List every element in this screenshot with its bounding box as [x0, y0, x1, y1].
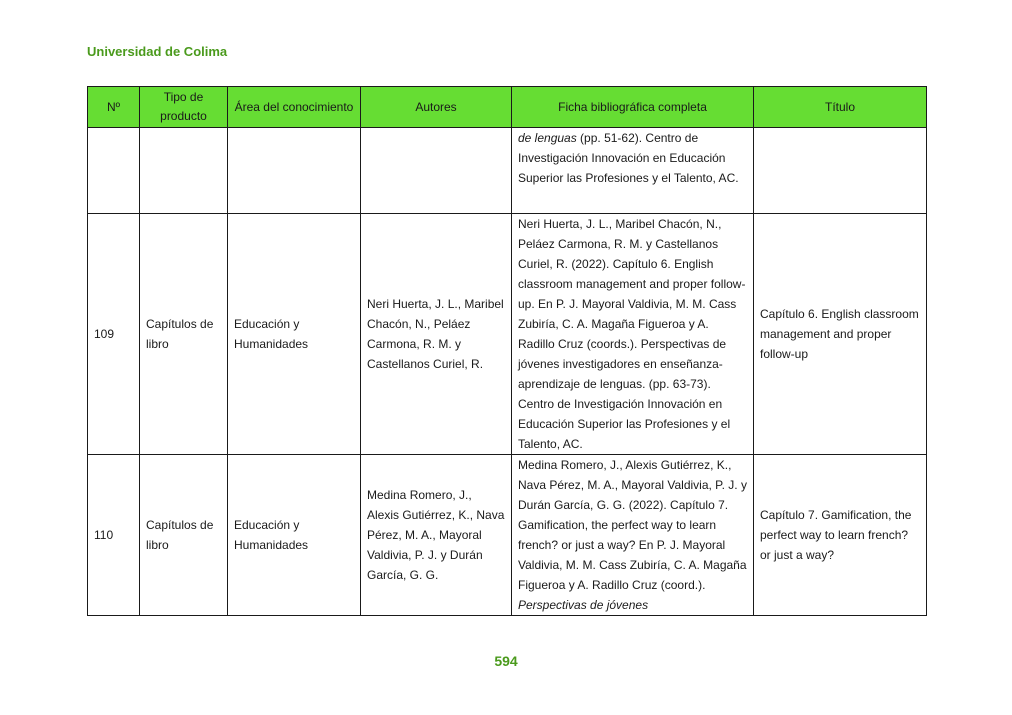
column-header-ficha: Ficha bibliográfica completa	[512, 87, 754, 128]
table-row	[88, 455, 927, 616]
cell-num: 110	[88, 455, 140, 616]
table-row	[88, 128, 927, 214]
table-row	[88, 214, 927, 455]
cell-titulo: Capítulo 6. English classroom management and proper follow-up	[754, 214, 927, 455]
cell-area: Educación y Humanidades	[228, 455, 361, 616]
column-header-tipo: Tipo de producto	[140, 87, 228, 128]
institution-title: Universidad de Colima	[87, 44, 228, 59]
cell-tipo: Capítulos de libro	[140, 214, 228, 455]
cell-ficha: Neri Huerta, J. L., Maribel Chacón, N., Peláez Carmona, R. M. y Castellanos Curiel, R. (2022). Capítulo 6. English classroom management and proper follow-up. En P. J. Mayoral Valdivia, M. M. Cass Zubiría, C. A. Magaña Figueroa y A. Radillo Cruz (coords.). Perspectivas de jóvenes investigadores en enseñanza-aprendizaje de lenguas. (pp. 63-73). Centro de Investigación Innovación en Educación Superior las Profesiones y el Talento, AC.	[512, 214, 754, 455]
ficha-text: Medina Romero, J., Alexis Gutiérrez, K., Nava Pérez, M. A., Mayoral Valdivia, P. J. y Durán García, G. G. (2022). Capítulo 7. Gamification, the perfect way to learn french? or just a way? En P. J. Mayoral Valdivia, M. M. Cass Zubiría, C. A. Magaña Figueroa y A. Radillo Cruz (coord.).	[518, 458, 747, 592]
column-header-autores: Autores	[361, 87, 512, 128]
bibliography-table	[87, 86, 927, 616]
table-header-row	[88, 87, 927, 128]
column-header-titulo: Título	[754, 87, 927, 128]
cell-tipo: Capítulos de libro	[140, 455, 228, 616]
ficha-italic-text: de lenguas	[518, 131, 577, 145]
ficha-text: (pp. 51-62). Centro de Investigación Innovación en Educación Superior las Profesiones y el Talento, AC.	[518, 131, 739, 185]
cell-autores	[361, 128, 512, 214]
ficha-italic-text: Perspectivas de jóvenes	[518, 598, 649, 612]
cell-ficha	[512, 455, 754, 616]
column-header-num: Nº	[88, 87, 140, 128]
cell-ficha	[512, 128, 754, 214]
cell-autores: Medina Romero, J., Alexis Gutiérrez, K., Nava Pérez, M. A., Mayoral Valdivia, P. J. y Durán García, G. G.	[361, 455, 512, 616]
cell-titulo	[754, 128, 927, 214]
cell-area: Educación y Humanidades	[228, 214, 361, 455]
cell-autores: Neri Huerta, J. L., Maribel Chacón, N., Peláez Carmona, R. M. y Castellanos Curiel, R.	[361, 214, 512, 455]
column-header-area: Área del conocimiento	[228, 87, 361, 128]
page-number: 594	[494, 653, 518, 669]
cell-area	[228, 128, 361, 214]
cell-num: 109	[88, 214, 140, 455]
cell-num	[88, 128, 140, 214]
cell-tipo	[140, 128, 228, 214]
cell-titulo: Capítulo 7. Gamification, the perfect way to learn french? or just a way?	[754, 455, 927, 616]
